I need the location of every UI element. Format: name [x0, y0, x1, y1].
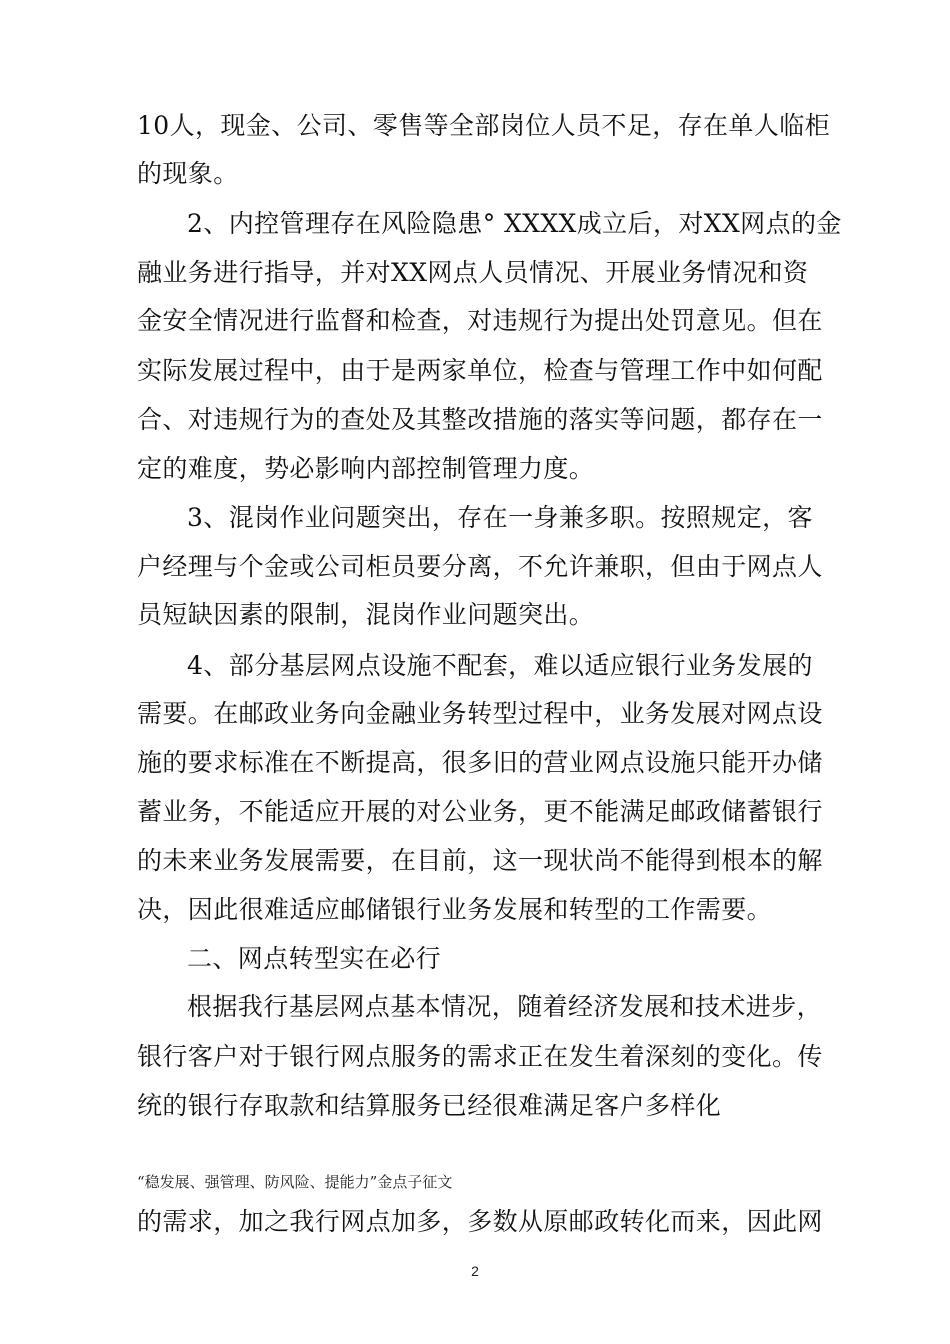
text-line: 需要。在邮政业务向金融业务转型过程中，业务发展对网点设 — [137, 699, 823, 728]
text-line: 3、混岗作业问题突出，存在一身兼多职。按照规定，客 — [187, 503, 813, 532]
page-number: 2 — [471, 1263, 479, 1279]
text-line: 根据我行基层网点基本情况，随着经济发展和技术进步， — [187, 992, 823, 1021]
text-line: 决，因此很难适应邮储银行业务发展和转型的工作需要。 — [137, 895, 773, 924]
text-line: 员短缺因素的限制，混岗作业问题突出。 — [137, 600, 595, 629]
text-line: 户经理与个金或公司柜员要分离，不允许兼职，但由于网点人 — [137, 552, 823, 581]
text-line: 金安全情况进行监督和检查，对违规行为提出处罚意见。但在 — [137, 306, 823, 335]
section-heading: 二、网点转型实在必行 — [187, 944, 442, 973]
text-line: 的现象。 — [137, 159, 239, 188]
text-line: 银行客户对于银行网点服务的需求正在发生着深刻的变化。传 — [137, 1042, 823, 1071]
text-line: 蓄业务，不能适应开展的对公业务，更不能满足邮政储蓄银行 — [137, 797, 823, 826]
text-line: 统的银行存取款和结算服务已经很难满足客户多样化 — [137, 1091, 722, 1120]
text-line: 4、部分基层网点设施不配套，难以适应银行业务发展的 — [187, 651, 813, 680]
text-line: 的需求，加之我行网点加多，多数从原邮政转化而来，因此网 — [137, 1207, 823, 1236]
text-line: 10人，现金、公司、零售等全部岗位人员不足，存在单人临柜 — [137, 111, 831, 140]
text-line: 实际发展过程中，由于是两家单位，检查与管理工作中如何配 — [137, 356, 823, 385]
text-line: 施的要求标准在不断提高，很多旧的营业网点设施只能开办储 — [137, 748, 823, 777]
essay-footer-note: “稳发展、强管理、防风险、提能力”金点子征文 — [137, 1173, 453, 1191]
text-line: 2、内控管理存在风险隐患° XXXX成立后，对XX网点的金 — [187, 209, 842, 238]
text-line: 融业务进行指导，并对XX网点人员情况、开展业务情况和资 — [137, 258, 809, 287]
text-line: 的未来业务发展需要，在目前，这一现状尚不能得到根本的解 — [137, 846, 823, 875]
text-line: 定的难度，势必影响内部控制管理力度。 — [137, 454, 595, 483]
text-line: 合、对违规行为的查处及其整改措施的落实等问题，都存在一 — [137, 405, 823, 434]
